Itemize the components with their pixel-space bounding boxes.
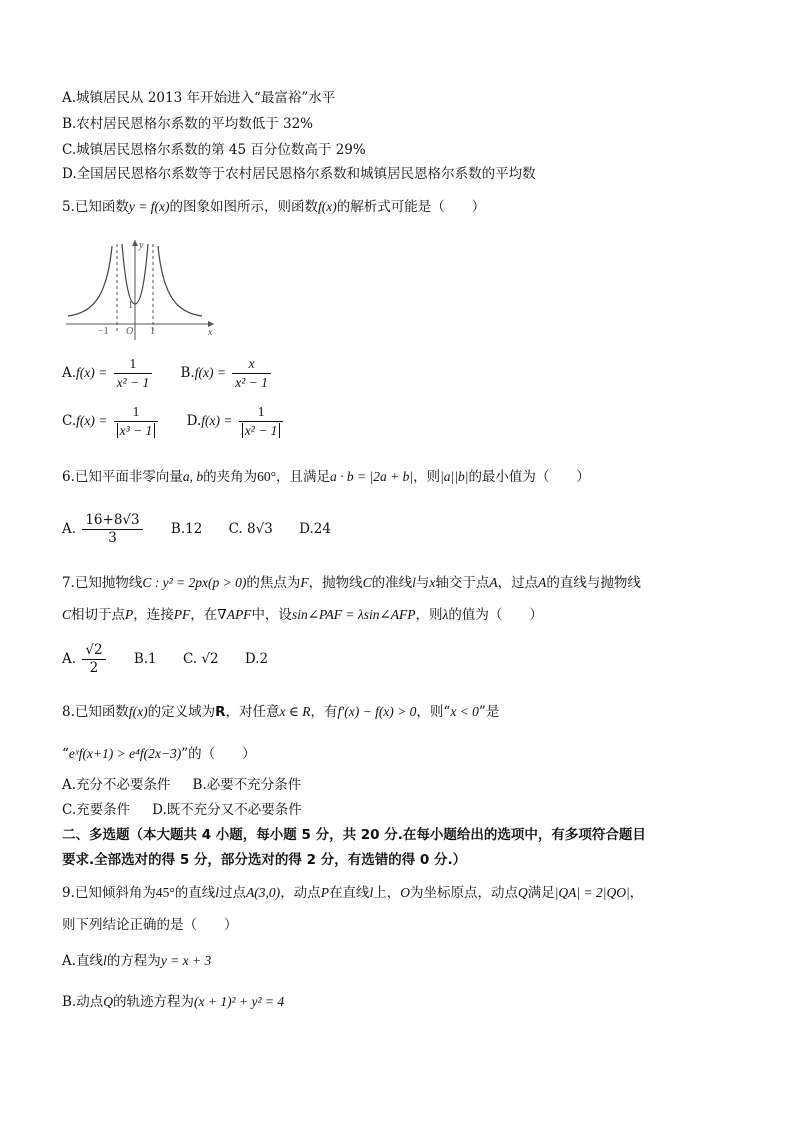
q5-function-graph [62, 236, 222, 344]
section2-header-line1: 二、多选题（本大题共 4 小题，每小题 5 分，共 20 分.在每小题给出的选项中，有多项符合题目 [62, 827, 646, 843]
q5-options-cd: C.f(x) = $\frac{1}{\text{x³ − 1}}$ D.f(x) = $\frac{1}{\text{x² − 1}}$ [62, 404, 285, 439]
q5-eq: y = f(x) [128, 199, 170, 214]
q7-stem-line1: 7.已知抛物线C : y² = 2px(p > 0)的焦点为F，抛物线C的准线l与x轴交于点A，过点A的直线与抛物线 [62, 575, 641, 591]
tick-y1: 1 [128, 300, 133, 311]
tick-1: 1 [150, 326, 155, 337]
section2-header-line2: 要求.全部选对的得 5 分，部分选对的得 2 分，有选错的得 0 分.） [62, 852, 467, 868]
q7-stem-line2: C相切于点P，连接PF，在∇APF中，设sin∠PAF = λsin∠AFP，则λ的值为（ ） [62, 607, 543, 623]
x-axis-label: x [208, 327, 213, 338]
q6-a-fraction: $\frac{16+8√3}{3}$ [82, 512, 142, 547]
q7-options: A. $\frac{√2}{2}$ B.1 C. √2 D.2 [62, 642, 269, 676]
q5-b-fraction: $\frac{x}{\text{x² − 1}}$ [232, 356, 271, 391]
q8-options-ab: A.充分不必要条件 B.必要不充分条件 [62, 777, 302, 793]
q9-option-b: B.动点Q的轨迹方程为(x + 1)² + y² = 4 [62, 994, 285, 1010]
q4-option-a: A.城镇居民从 2013 年开始进入“最富裕”水平 [62, 90, 336, 106]
tick-neg1: −1 [98, 326, 109, 337]
y-axis-arrow [132, 240, 138, 246]
q5-options-ab: A.f(x) = $\frac{1}{\text{x² − 1}}$ B.f(x) = $\frac{x}{\text{x² − 1}}$ [62, 356, 273, 391]
q9-option-a: A.直线l的方程为y = x + 3 [62, 953, 212, 969]
q5-fx: f(x) [317, 199, 337, 214]
q9-stem-line1: 9.已知倾斜角为45°的直线l过点A(3,0)，动点P在直线l上，O为坐标原点，动点Q满足|QA| = 2|QO|， [62, 885, 644, 901]
q5-c-fraction: $\frac{1}{\text{x³ − 1}}$ [114, 404, 159, 439]
tick-origin: O [126, 326, 134, 337]
y-axis-label: y [139, 240, 144, 251]
q6-options: A. $\frac{16+8√3}{3}$ B.12 C. 8√3 D.24 [62, 512, 331, 546]
q8-stem-line2: “eˣf(x+1) > e⁴f(2x−3)”的（ ） [62, 746, 256, 762]
q5-stem: 5.已知函数y = f(x)的图象如图所示，则函数f(x)的解析式可能是（ ） [62, 199, 486, 215]
q4-option-c: C.城镇居民恩格尔系数的第 45 百分位数高于 29% [62, 142, 366, 158]
q5-a-fraction: $\frac{1}{\text{x² − 1}}$ [114, 356, 153, 391]
curve-right-branch [158, 246, 202, 316]
q8-stem-line1: 8.已知函数f(x)的定义域为R，对任意x ∈ R，有f′(x) − f(x) > 0，则“x < 0”是 [62, 704, 500, 720]
curve-left-branch [68, 246, 112, 316]
q4-option-d: D.全国居民恩格尔系数等于农村居民恩格尔系数和城镇居民恩格尔系数的平均数 [62, 166, 536, 182]
q4-option-b: B.农村居民恩格尔系数的平均数低于 32% [62, 116, 314, 132]
q6-stem: 6.已知平面非零向量a, b的夹角为60°，且满足a · b = |2a + b|，则|a||b|的最小值为（ ） [62, 469, 590, 485]
q8-options-cd: C.充要条件 D.既不充分又不必要条件 [62, 802, 302, 818]
graph-axes [66, 240, 214, 340]
q5-d-fraction: $\frac{1}{\text{x² − 1}}$ [239, 404, 284, 439]
q9-stem-line2: 则下列结论正确的是（ ） [62, 917, 238, 933]
q7-a-fraction: $\frac{√2}{2}$ [82, 642, 105, 677]
